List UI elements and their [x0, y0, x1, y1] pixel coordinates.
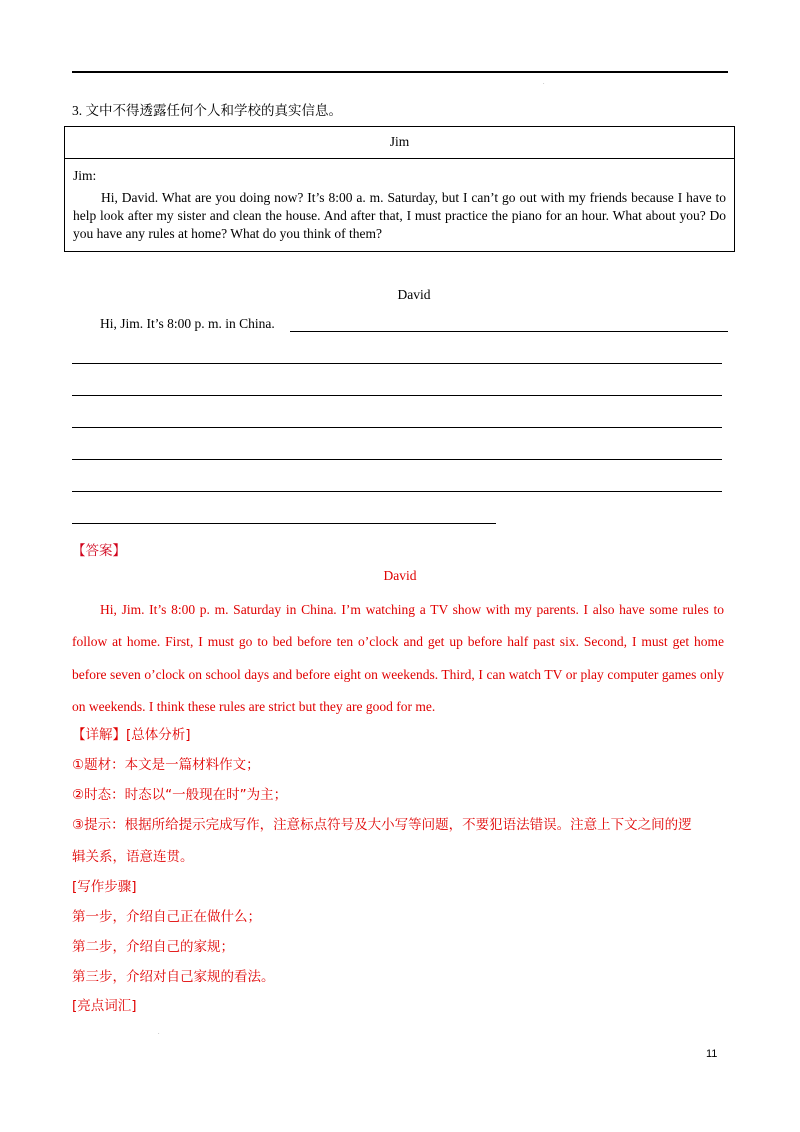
- detail-label: 【详解】: [72, 727, 126, 743]
- writing-line: [290, 331, 728, 332]
- step-item: 第一步，介绍自己正在做什么；: [72, 909, 261, 925]
- writing-line: [72, 427, 722, 428]
- jim-speaker: Jim:: [73, 168, 97, 183]
- vocab-title: [亮点词汇]: [72, 998, 137, 1014]
- writing-start-text: Hi, Jim. It’s 8:00 p. m. in China.: [100, 316, 275, 331]
- overall-analysis-title: [总体分析]: [126, 727, 191, 743]
- writing-line: [72, 491, 722, 492]
- david-header: David: [397, 287, 431, 302]
- header-rule: [72, 71, 728, 73]
- jim-message: Hi, David. What are you doing now? It’s 8:00 a. m. Saturday, but I can’t go out with my friends because I have to help look after my sister and clean the house. And after that, I must practice the piano for an hour. What about you? Do you have any rules at home? What do you think of them?: [73, 190, 726, 241]
- header-dot: .: [543, 80, 545, 86]
- writing-line: [72, 395, 722, 396]
- answer-text: [72, 594, 724, 723]
- detail-point: 辑关系，语意连贯。: [72, 849, 194, 865]
- writing-line: [72, 363, 722, 364]
- answer-title: David: [383, 568, 417, 583]
- requirement-3: 3. 文中不得透露任何个人和学校的真实信息。: [72, 103, 342, 118]
- writing-line: [72, 523, 496, 524]
- detail-point: ②时态：时态以“一般现在时”为主；: [72, 787, 288, 803]
- footer-dot: .: [158, 1030, 160, 1036]
- writing-line: [72, 459, 722, 460]
- answer-paragraph: Hi, Jim. It’s 8:00 p. m. Saturday in China. I’m watching a TV show with my parents. I also have some rules to follow at home. First, I must go to bed before ten o’clock and get up before half past six. Second, I must get home before seven o’clock on school days and before eight on weekends. Third, I can watch TV or play computer games only on weekends. I think these rules are strict but they are good for me.: [72, 602, 724, 714]
- steps-title: [写作步骤]: [72, 879, 137, 895]
- jim-message-box: [64, 126, 735, 252]
- detail-point: ①题材：本文是一篇材料作文；: [72, 757, 260, 773]
- page-number: 11: [706, 1048, 718, 1060]
- answer-label: 【答案】: [72, 543, 126, 558]
- detail-point: ③提示：根据所给提示完成写作，注意标点符号及大小写等问题，不要犯语法错误。注意上下文之间的逻: [72, 817, 692, 833]
- step-item: 第三步，介绍对自己家规的看法。: [72, 969, 275, 985]
- detail-heading: [72, 723, 191, 743]
- jim-box-header: Jim: [65, 127, 734, 159]
- step-item: 第二步，介绍自己的家规；: [72, 939, 234, 955]
